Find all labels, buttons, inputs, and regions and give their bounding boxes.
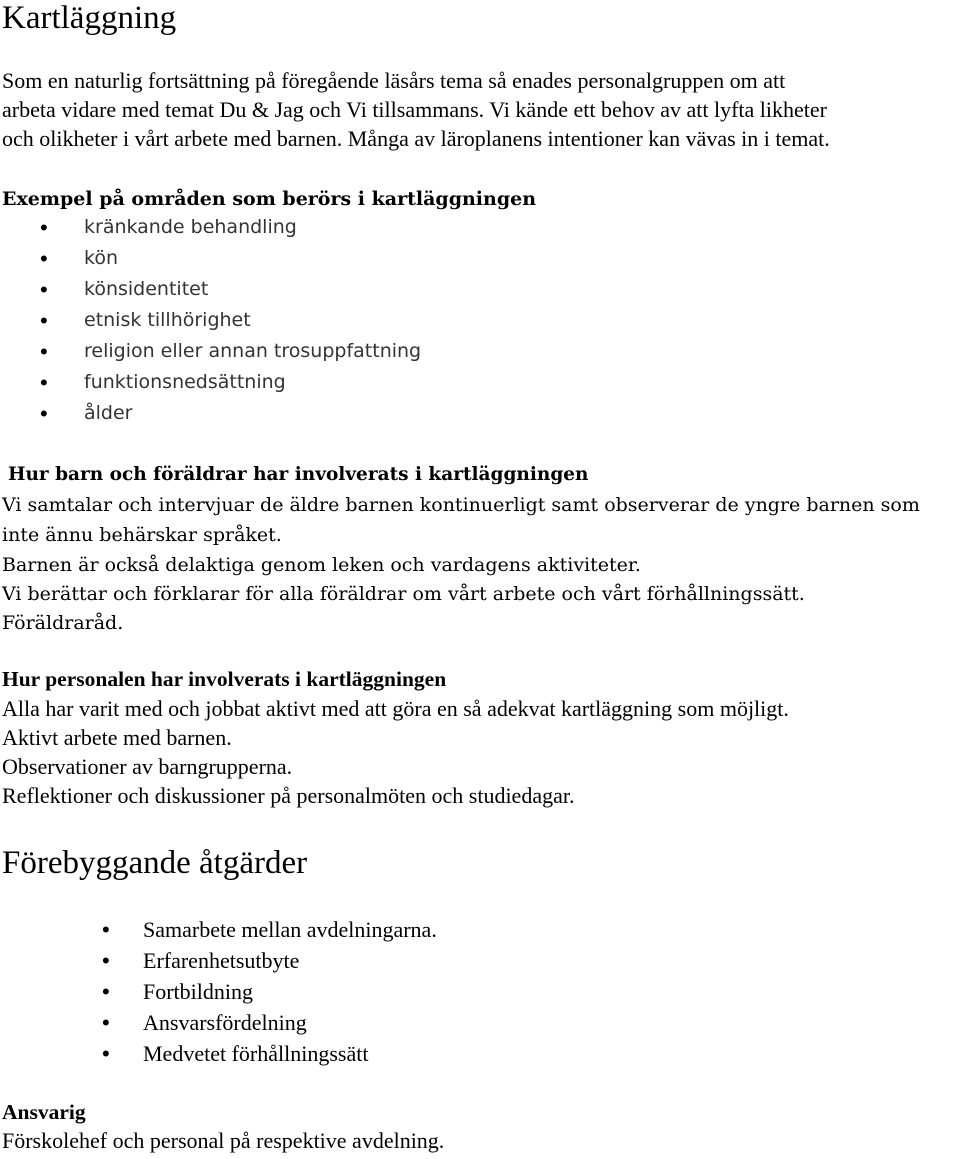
- section-title-forebyggande: Förebyggande åtgärder: [2, 845, 308, 881]
- bullet-icon: •: [102, 979, 110, 1004]
- areas-heading: Exempel på områden som berörs i kartläggningen: [2, 188, 537, 210]
- bullet-icon: •: [40, 308, 48, 333]
- bullet-icon: •: [102, 948, 110, 973]
- list-item: • Erfarenhetsutbyte: [102, 948, 300, 973]
- list-item: • Fortbildning: [102, 979, 254, 1004]
- bullet-icon: •: [102, 917, 110, 942]
- list-item: • kränkande behandling: [40, 215, 297, 240]
- staff-heading: Hur personalen har involverats i kartläggningen: [2, 667, 447, 691]
- bullet-icon: •: [40, 339, 48, 364]
- bullet-icon: •: [40, 246, 48, 271]
- section-title-kartlaggning: Kartläggning: [2, 0, 177, 36]
- bullet-icon: •: [40, 277, 48, 302]
- responsible-text: Förskolehef och personal på respektive avdelning.: [2, 1128, 445, 1153]
- intro-line: arbeta vidare med temat Du & Jag och Vi tillsammans. Vi kände ett behov av att lyfta likheter: [2, 97, 827, 122]
- text-line: Alla har varit med och jobbat aktivt med att göra en så adekvat kartläggning som möjligt.: [2, 696, 789, 721]
- text-line: Vi berättar och förklarar för alla föräldrar om vårt arbete och vårt förhållningssätt.: [2, 583, 805, 605]
- text-line: inte ännu behärskar språket.: [2, 524, 282, 546]
- responsible-heading: Ansvarig: [2, 1100, 86, 1124]
- list-item: • Samarbete mellan avdelningarna.: [102, 917, 437, 942]
- intro-line: Som en naturlig fortsättning på föregående läsårs tema så enades personalgruppen om att: [2, 68, 786, 93]
- text-line: Barnen är också delaktiga genom leken och vardagens aktiviteter.: [2, 554, 641, 576]
- list-item: • Medvetet förhållningssätt: [102, 1041, 369, 1066]
- list-item: • kön: [40, 246, 118, 271]
- intro-line: och olikheter i vårt arbete med barnen. Många av läroplanens intentioner kan vävas in i temat.: [2, 126, 830, 151]
- list-item: • religion eller annan trosuppfattning: [40, 339, 422, 364]
- text-line: Vi samtalar och intervjuar de äldre barnen kontinuerligt samt observerar de yngre barnen som: [2, 494, 920, 516]
- list-item: • Ansvarsfördelning: [102, 1010, 307, 1035]
- bullet-icon: •: [102, 1041, 110, 1066]
- text-line: Aktivt arbete med barnen.: [2, 725, 232, 750]
- text-line: Föräldraråd.: [2, 612, 124, 634]
- bullet-icon: •: [40, 215, 48, 240]
- list-item: • ålder: [40, 401, 133, 426]
- list-item: • etnisk tillhörighet: [40, 308, 251, 333]
- list-item: • könsidentitet: [40, 277, 209, 302]
- bullet-icon: •: [102, 1010, 110, 1035]
- text-line: Observationer av barngrupperna.: [2, 754, 293, 779]
- text-line: Reflektioner och diskussioner på personalmöten och studiedagar.: [2, 783, 575, 808]
- bullet-icon: •: [40, 401, 48, 426]
- bullet-icon: •: [40, 370, 48, 395]
- children-heading: Hur barn och föräldrar har involverats i kartläggningen: [8, 464, 589, 485]
- list-item: • funktionsnedsättning: [40, 370, 286, 395]
